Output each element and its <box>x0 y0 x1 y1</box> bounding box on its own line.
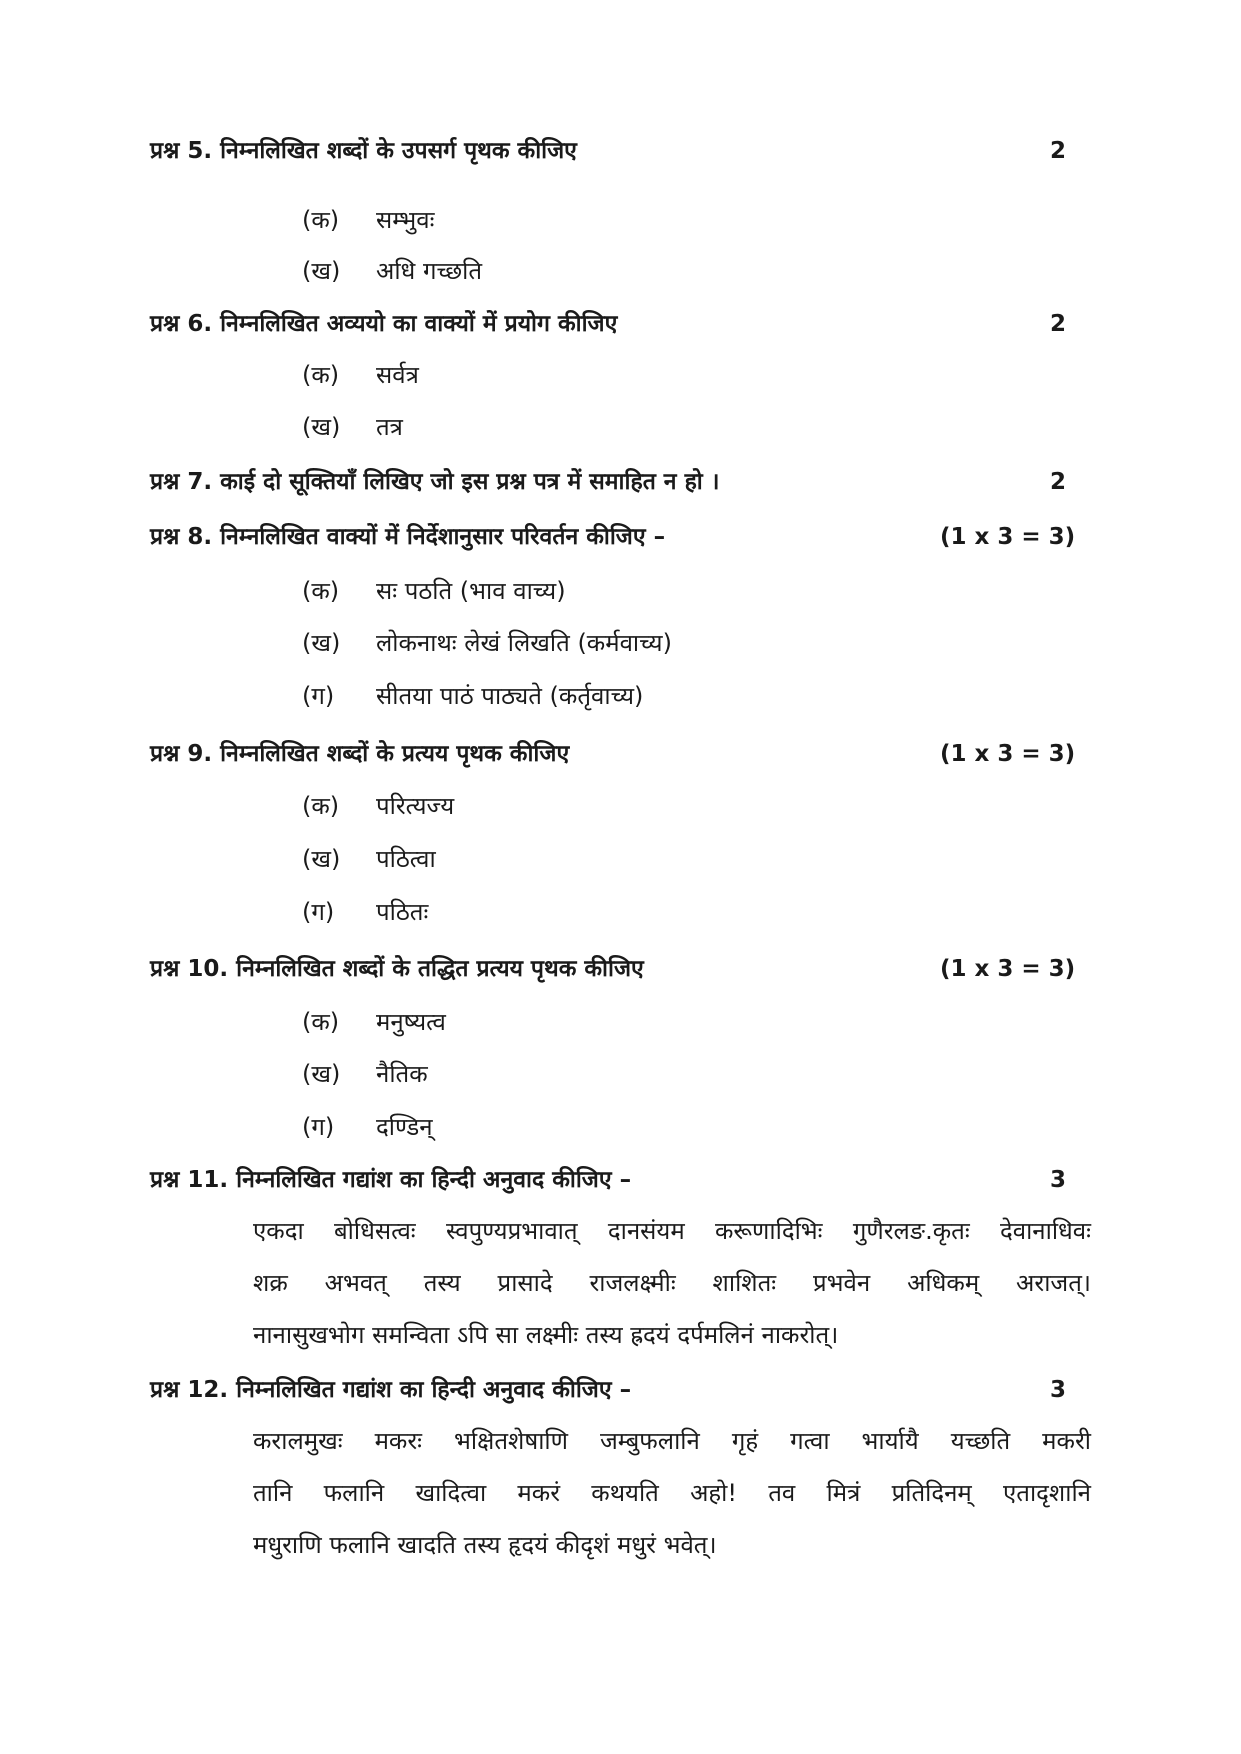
option-text: लोकनाथः लेखं लिखति (कर्मवाच्य) <box>376 629 672 657</box>
question-5-option <box>302 254 482 288</box>
question-10-marks: (1 x 3 = 3) <box>940 956 1076 982</box>
question-5-marks: 2 <box>1050 138 1067 164</box>
question-9 <box>150 737 1080 771</box>
question-12 <box>150 1373 1080 1407</box>
question-6 <box>150 307 1080 341</box>
question-10-title: प्रश्न 10. निम्नलिखित शब्दों के तद्धित प्रत्यय पृथक कीजिए <box>150 956 644 982</box>
question-8-marks: (1 x 3 = 3) <box>940 524 1076 550</box>
question-12-passage <box>253 1415 1091 1571</box>
question-8-title: प्रश्न 8. निम्नलिखित वाक्यों में निर्देशानुसार परिवर्तन कीजिए – <box>150 524 666 550</box>
question-9-option <box>302 789 454 823</box>
option-text: सः पठति (भाव वाच्य) <box>376 577 566 605</box>
question-10-option <box>302 1005 446 1039</box>
question-11-marks: 3 <box>1050 1167 1067 1193</box>
question-7 <box>150 465 1080 499</box>
option-label: (क) <box>302 792 340 820</box>
option-text: मनुष्यत्व <box>376 1008 446 1036</box>
option-text: सम्भुवः <box>376 206 435 234</box>
question-10 <box>150 952 1080 986</box>
question-5 <box>150 134 1080 168</box>
question-10-option <box>302 1057 428 1091</box>
option-text: दण्डिन् <box>376 1113 433 1141</box>
option-text: नैतिक <box>376 1060 428 1088</box>
option-label: (ख) <box>302 257 341 285</box>
question-9-option <box>302 895 428 929</box>
option-label: (क) <box>302 361 340 389</box>
option-label: (क) <box>302 577 340 605</box>
option-text: सीतया पाठं पाठ्यते (कर्तृवाच्य) <box>376 682 644 710</box>
option-label: (ख) <box>302 629 341 657</box>
option-label: (ग) <box>302 682 335 710</box>
question-8-option <box>302 679 643 713</box>
question-6-marks: 2 <box>1050 311 1067 337</box>
option-label: (ख) <box>302 413 341 441</box>
passage-line: शक्र अभवत् तस्य प्रासादे राजलक्ष्मीः शाशितः प्रभवेन अधिकम् अराजत्। <box>253 1269 1091 1297</box>
option-text: परित्यज्य <box>376 792 455 820</box>
option-label: (ख) <box>302 845 341 873</box>
question-7-title: प्रश्न 7. काई दो सूक्तियाँ लिखिए जो इस प्रश्न पत्र में समाहित न हो । <box>150 469 720 495</box>
question-11 <box>150 1163 1080 1197</box>
question-9-option <box>302 842 436 876</box>
question-6-option <box>302 410 403 444</box>
question-6-title: प्रश्न 6. निम्नलिखित अव्ययो का वाक्यों में प्रयोग कीजिए <box>150 311 618 337</box>
question-8 <box>150 520 1080 554</box>
option-text: तत्र <box>376 413 403 441</box>
question-8-option <box>302 574 566 608</box>
question-5-title: प्रश्न 5. निम्नलिखित शब्दों के उपसर्ग पृथक कीजिए <box>150 138 577 164</box>
option-text: सर्वत्र <box>376 361 419 389</box>
passage-line: तानि फलानि खादित्वा मकरं कथयति अहो! तव मित्रं प्रतिदिनम् एतादृशानि <box>253 1479 1091 1507</box>
option-text: अधि गच्छति <box>376 257 483 285</box>
option-label: (ख) <box>302 1060 341 1088</box>
question-9-title: प्रश्न 9. निम्नलिखित शब्दों के प्रत्यय पृथक कीजिए <box>150 741 570 767</box>
question-9-marks: (1 x 3 = 3) <box>940 741 1076 767</box>
question-5-option <box>302 203 435 237</box>
option-text: पठित्वा <box>376 845 436 873</box>
question-12-title: प्रश्न 12. निम्नलिखित गद्यांश का हिन्दी अनुवाद कीजिए – <box>150 1377 632 1403</box>
passage-line: नानासुखभोग समन्विता ऽपि सा लक्ष्मीः तस्य ह्रदयं दर्पमलिनं नाकरोत्। <box>253 1321 839 1349</box>
question-12-marks: 3 <box>1050 1377 1067 1403</box>
question-7-marks: 2 <box>1050 469 1067 495</box>
question-10-option <box>302 1110 433 1144</box>
passage-line: मधुराणि फलानि खादति तस्य हृदयं कीदृशं मधुरं भवेत्। <box>253 1531 717 1559</box>
passage-line: करालमुखः मकरः भक्षितशेषाणि जम्बुफलानि गृहं गत्वा भार्यायै यच्छति मकरी <box>253 1427 1091 1455</box>
question-8-option <box>302 626 672 660</box>
option-text: पठितः <box>376 898 429 926</box>
option-label: (क) <box>302 206 340 234</box>
question-6-option <box>302 358 419 392</box>
option-label: (ग) <box>302 898 335 926</box>
question-11-title: प्रश्न 11. निम्नलिखित गद्यांश का हिन्दी अनुवाद कीजिए – <box>150 1167 632 1193</box>
question-11-passage <box>253 1205 1091 1361</box>
passage-line: एकदा बोधिसत्वः स्वपुण्यप्रभावात् दानसंयम करूणादिभिः गुणैरलङ.कृतः देवानाधिवः <box>253 1217 1091 1245</box>
option-label: (ग) <box>302 1113 335 1141</box>
option-label: (क) <box>302 1008 340 1036</box>
